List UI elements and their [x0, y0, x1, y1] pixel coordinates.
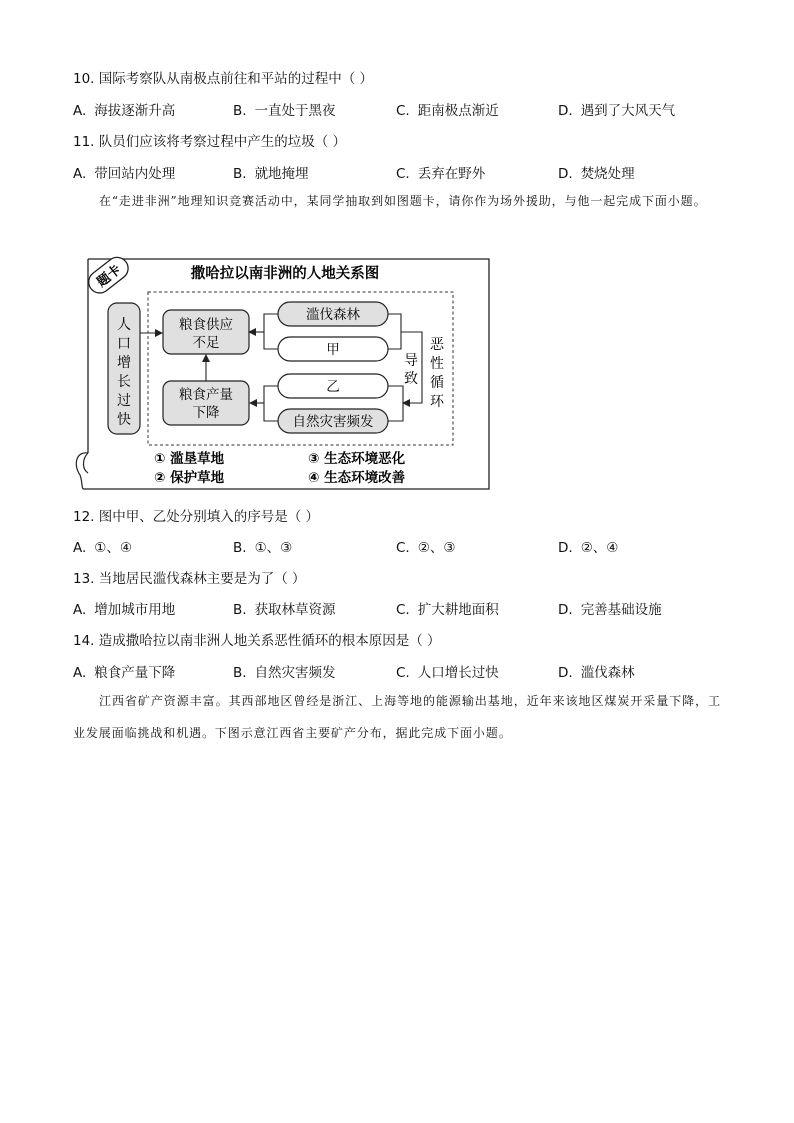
question-13-stem: 13. 当地居民滥伐森林主要是为了（ ）	[73, 571, 306, 587]
option-key: B.	[233, 103, 247, 119]
intro-paragraph: 江西省矿产资源丰富。其西部地区曾经是浙江、上海等地的能源输出基地，近年来该地区煤炭开采量下降，工业发展面临挑战和机遇。下图示意江西省主要矿产分布，据此完成下面小题。	[73, 694, 721, 740]
vicious-cycle-char: 性	[430, 356, 444, 372]
option-key: C.	[396, 166, 410, 182]
vicious-cycle-char: 恶	[430, 337, 444, 353]
option-d	[558, 162, 635, 182]
option-key: A.	[73, 103, 87, 119]
population-char: 增	[117, 355, 131, 371]
option-b	[233, 99, 336, 119]
food-supply-line1: 粮食供应	[179, 317, 233, 333]
option-a	[73, 598, 175, 618]
vicious-cycle-char: 环	[430, 394, 444, 410]
population-char: 快	[117, 412, 131, 428]
option-key: B.	[233, 166, 247, 182]
option-text: 自然灾害频发	[254, 665, 336, 681]
option-d	[558, 661, 635, 681]
option-text: 人口增长过快	[417, 665, 499, 681]
option-b	[233, 661, 336, 681]
deforestation-label: 滥伐森林	[306, 307, 360, 323]
option-a	[73, 661, 175, 681]
question-12-stem: 12. 图中甲、乙处分别填入的序号是（ ）	[73, 509, 320, 525]
option-key: D.	[558, 665, 573, 681]
option-text: 距南极点渐近	[417, 103, 499, 119]
option-key: D.	[558, 166, 573, 182]
option-text: 带回站内处理	[94, 166, 176, 182]
option-text: 遇到了大风天气	[580, 103, 676, 119]
option-b	[233, 536, 292, 556]
option-text: 焚烧处理	[580, 166, 635, 182]
option-key: D.	[558, 103, 573, 119]
option-c	[396, 99, 499, 119]
option-key: C.	[396, 540, 410, 556]
option-key: B.	[233, 540, 247, 556]
option-text: 滥伐森林	[580, 665, 635, 681]
legend-item-2: ② 保护草地	[154, 470, 225, 486]
option-text: 一直处于黑夜	[254, 103, 336, 119]
option-key: C.	[396, 103, 410, 119]
option-text: ②、④	[580, 540, 619, 556]
option-key: A.	[73, 166, 87, 182]
option-text: 完善基础设施	[580, 602, 662, 618]
food-output-line2: 下降	[192, 405, 220, 421]
option-text: 就地掩埋	[254, 166, 309, 182]
option-d	[558, 598, 662, 618]
option-text: 丢弃在野外	[417, 166, 486, 182]
badge-label: 题卡	[94, 262, 125, 291]
question-11-options	[73, 162, 733, 182]
option-key: B.	[233, 602, 247, 618]
question-14-options	[73, 661, 733, 681]
jia-label: 甲	[326, 342, 340, 358]
population-char: 过	[117, 393, 131, 409]
vicious-cycle-char: 循	[430, 375, 444, 391]
option-b	[233, 162, 309, 182]
option-c	[396, 536, 455, 556]
question-13-options	[73, 598, 733, 618]
question-10-stem: 10. 国际考察队从南极点前往和平站的过程中（ ）	[73, 71, 374, 87]
option-key: C.	[396, 665, 410, 681]
option-text: ①、④	[94, 540, 133, 556]
option-text: ②、③	[417, 540, 456, 556]
question-10-options	[73, 99, 733, 119]
question-11-stem: 11. 队员们应该将考察过程中产生的垃圾（ ）	[73, 134, 347, 150]
lead-char: 致	[404, 371, 418, 387]
option-a	[73, 99, 175, 119]
option-text: 增加城市用地	[94, 602, 176, 618]
option-c	[396, 598, 499, 618]
legend-item-1: ① 滥垦草地	[154, 451, 225, 467]
food-output-line1: 粮食产量	[179, 387, 233, 403]
option-key: A.	[73, 602, 87, 618]
option-b	[233, 598, 336, 618]
option-d	[558, 99, 675, 119]
food-supply-line2: 不足	[192, 335, 220, 351]
option-key: C.	[396, 602, 410, 618]
population-char: 口	[117, 336, 131, 352]
legend-item-3: ③ 生态环境恶化	[308, 451, 406, 467]
question-12-options	[73, 536, 733, 556]
question-14-stem: 14. 造成撒哈拉以南非洲人地关系恶性循环的根本原因是（ ）	[73, 633, 441, 649]
population-char: 长	[117, 374, 131, 390]
option-text: ①、③	[254, 540, 293, 556]
population-char: 人	[117, 317, 131, 333]
yi-label: 乙	[326, 379, 340, 395]
option-a	[73, 536, 132, 556]
intro-paragraph: 在“走进非洲”地理知识竞赛活动中，某同学抽取到如图题卡，请你作为场外援助，与他一起完成下面小题。	[99, 194, 707, 208]
option-text: 扩大耕地面积	[417, 602, 499, 618]
diagram-title: 撒哈拉以南非洲的人地关系图	[190, 266, 380, 282]
option-c	[396, 162, 485, 182]
legend-item-4: ④ 生态环境改善	[308, 470, 406, 486]
lead-char: 导	[404, 353, 418, 369]
option-key: D.	[558, 540, 573, 556]
option-key: A.	[73, 540, 87, 556]
option-key: D.	[558, 602, 573, 618]
option-d	[558, 536, 618, 556]
option-c	[396, 661, 499, 681]
option-key: B.	[233, 665, 247, 681]
question-card-diagram	[70, 253, 492, 493]
disaster-label: 自然灾害频发	[292, 414, 374, 430]
option-text: 获取林草资源	[254, 602, 336, 618]
option-a	[73, 162, 175, 182]
option-key: A.	[73, 665, 87, 681]
option-text: 海拔逐渐升高	[94, 103, 176, 119]
option-text: 粮食产量下降	[94, 665, 176, 681]
